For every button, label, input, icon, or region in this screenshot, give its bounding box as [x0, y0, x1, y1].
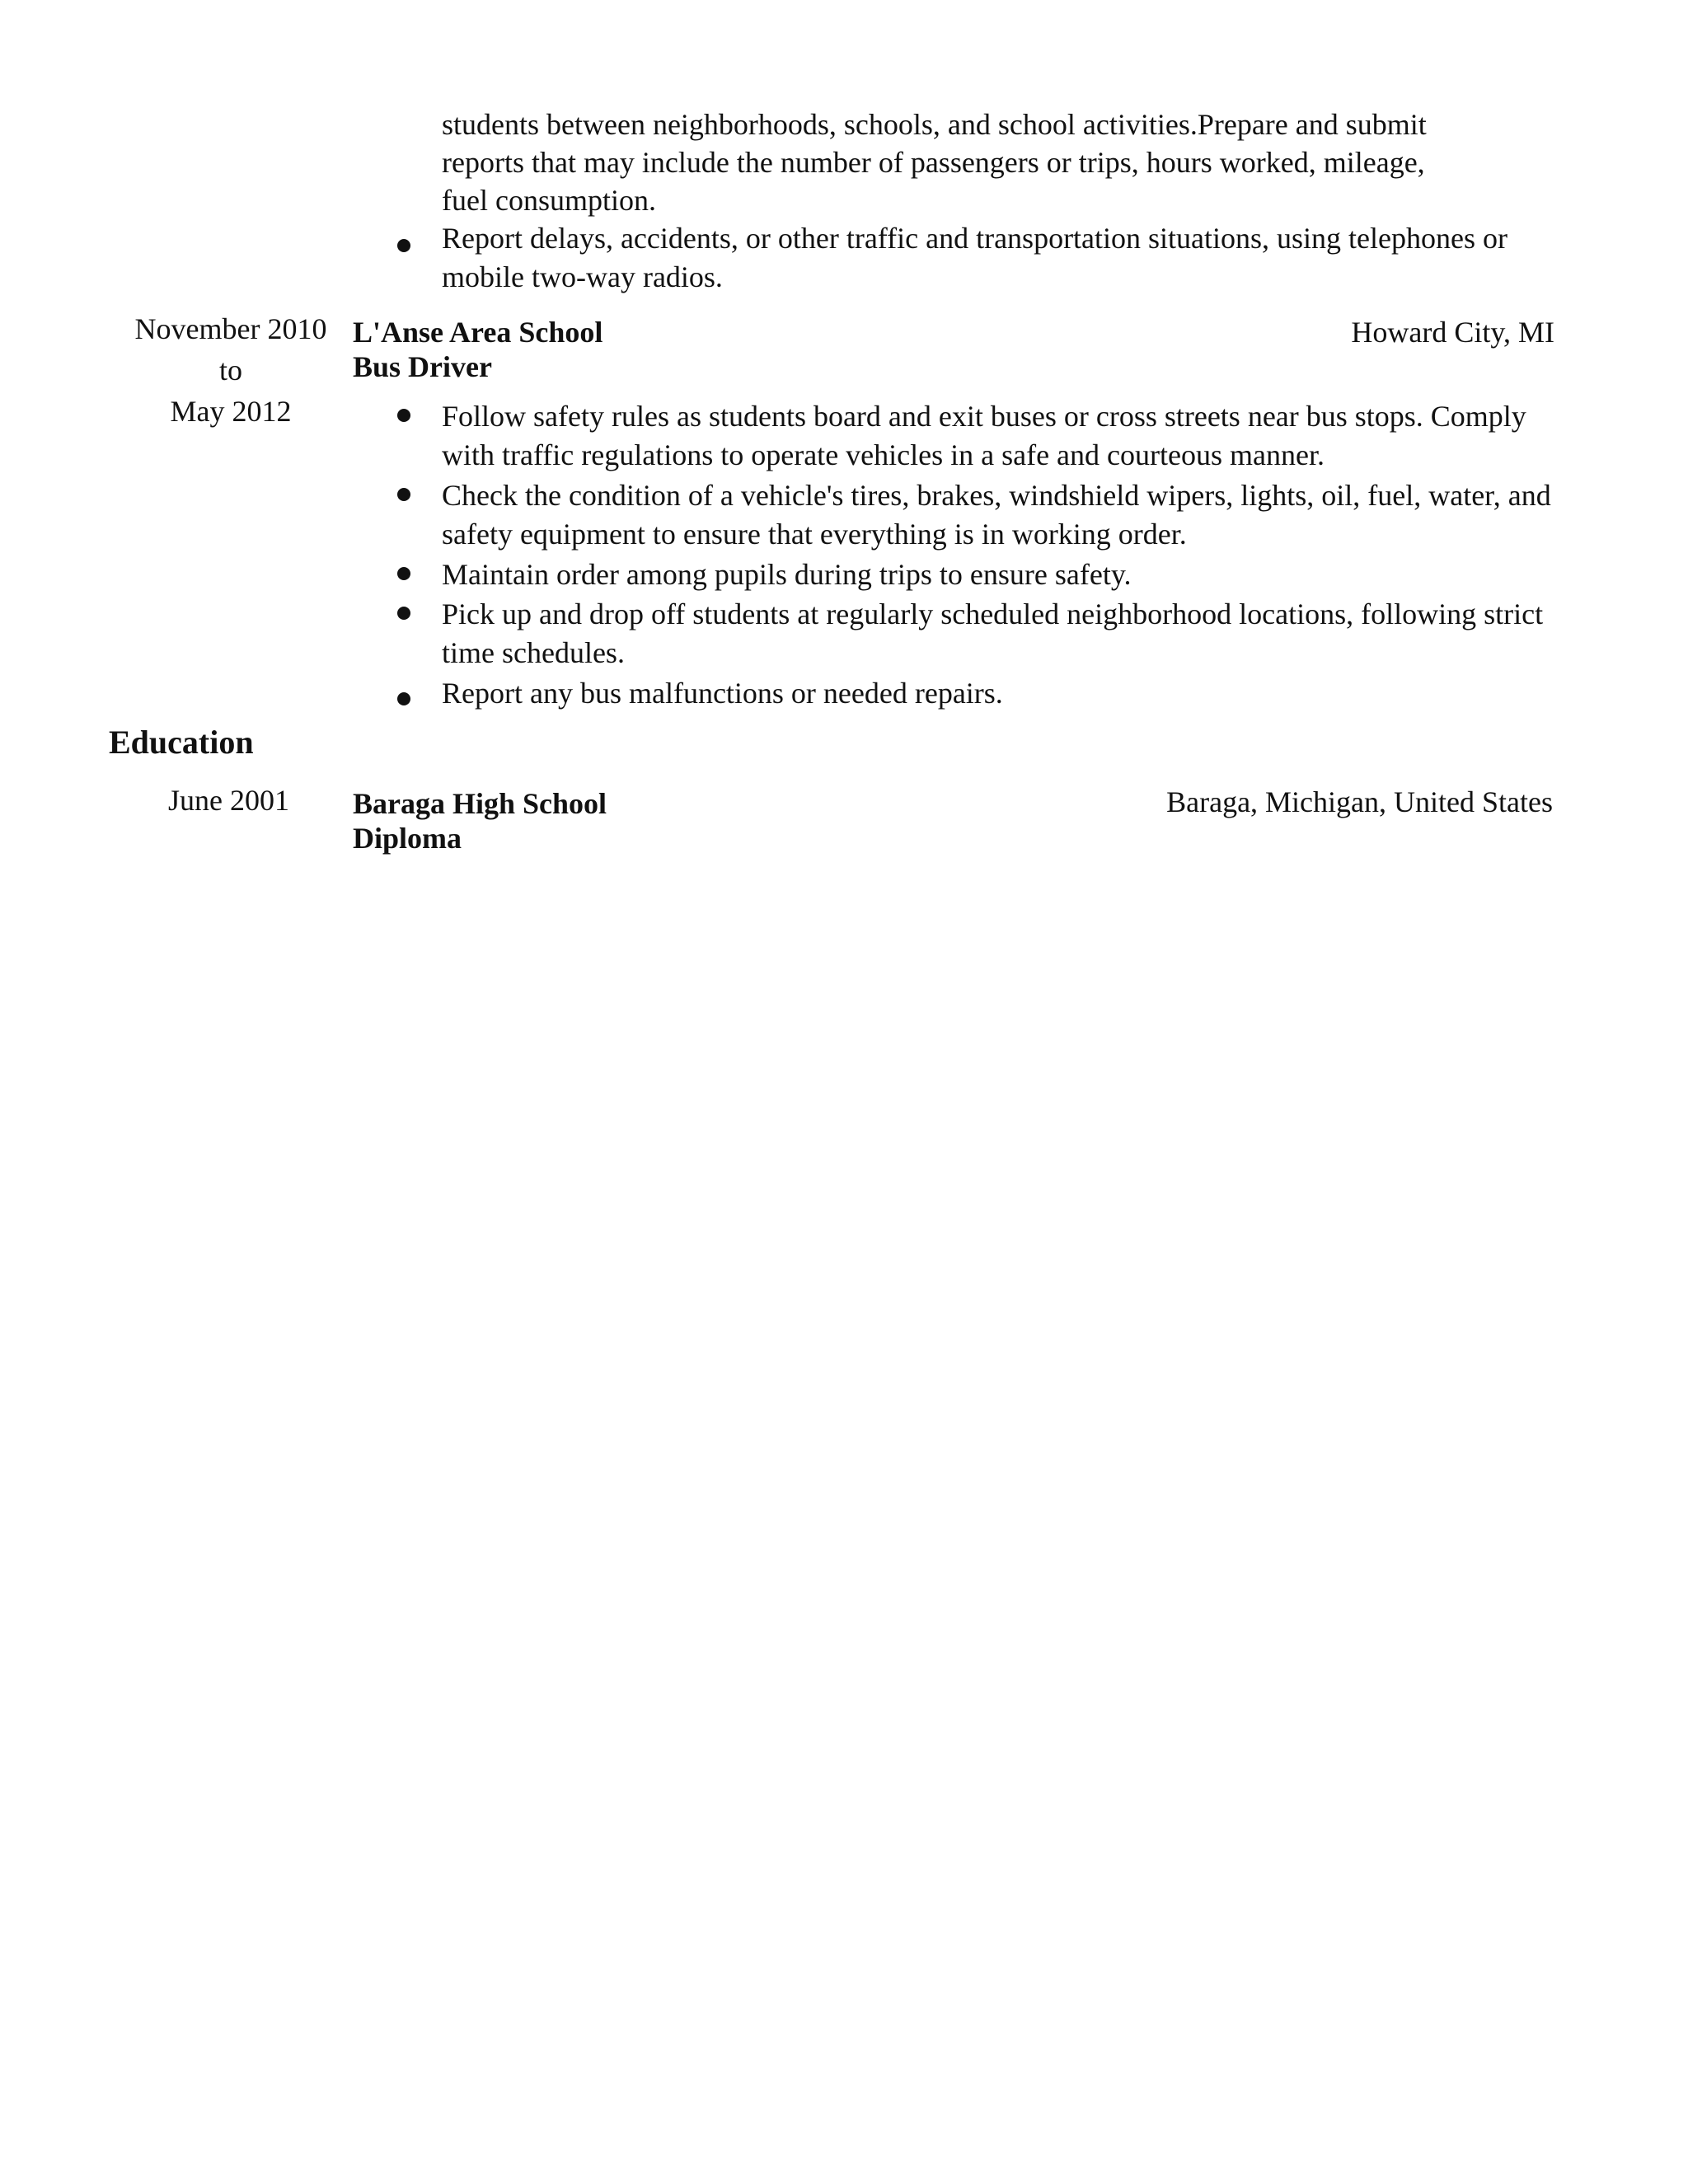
job-duty: Pick up and drop off students at regularly scheduled neighborhood locations, following strict time schedules.	[442, 598, 1544, 669]
job-date-separator: to	[218, 354, 242, 387]
education-school: Baraga High School	[353, 787, 607, 820]
previous-job-continuation-line: reports that may include the number of passengers or trips, hours worked, mileage,	[442, 146, 1425, 179]
bullet-icon	[397, 409, 410, 422]
bullet-icon	[397, 488, 410, 501]
education-location: Baraga, Michigan, United States	[1166, 785, 1553, 818]
job-title: Bus Driver	[353, 350, 492, 383]
previous-job-duty: Report delays, accidents, or other traffic and transportation situations, using telephones or mobile two-way radios.	[442, 222, 1507, 293]
job-duty: Follow safety rules as students board and exit buses or cross streets near bus stops. Comply with traffic regulations to operate vehicles in a safe and courteous manner.	[442, 400, 1526, 471]
bullet-icon	[397, 692, 410, 705]
job-date-end: May 2012	[170, 395, 292, 428]
education-degree: Diploma	[353, 822, 462, 855]
education-heading: Education	[109, 724, 254, 761]
job-employer: L'Anse Area School	[353, 316, 603, 349]
bullet-icon	[397, 567, 410, 580]
job-location: Howard City, MI	[1351, 316, 1554, 349]
job-date-start: November 2010	[134, 312, 327, 345]
bullet-icon	[397, 239, 410, 252]
job-duty: Maintain order among pupils during trips to ensure safety.	[442, 558, 1132, 591]
previous-job-continuation-line: students between neighborhoods, schools, and school activities.Prepare and submit	[442, 108, 1427, 141]
previous-job-continuation-line: fuel consumption.	[442, 184, 656, 217]
job-duty: Report any bus malfunctions or needed repairs.	[442, 677, 1003, 710]
bullet-icon	[397, 607, 410, 620]
education-date: June 2001	[168, 784, 289, 817]
job-duty: Check the condition of a vehicle's tires, brakes, windshield wipers, lights, oil, fuel, water, and safety equipment to ensure that everything is in working order.	[442, 479, 1551, 551]
